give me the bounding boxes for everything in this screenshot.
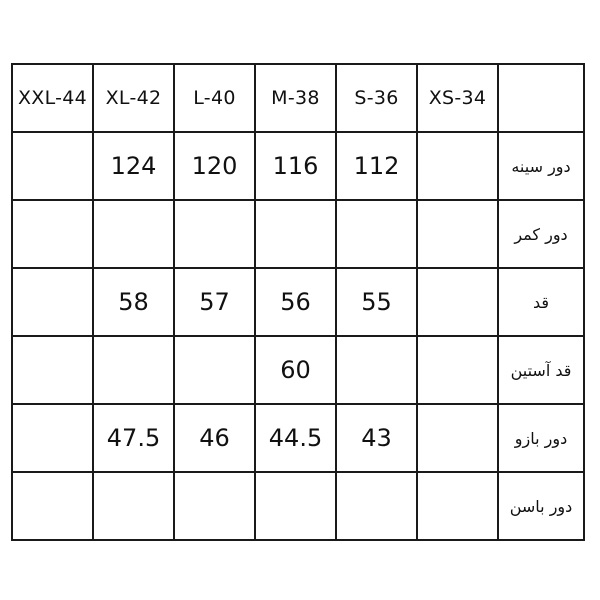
cell-chest-xl: 124 bbox=[93, 132, 174, 200]
cell-arm-l: 46 bbox=[174, 404, 255, 472]
cell-waist-xl bbox=[93, 200, 174, 268]
cell-hip-xl bbox=[93, 472, 174, 540]
header-cell-l: L-40 bbox=[174, 64, 255, 132]
header-cell-s: S-36 bbox=[336, 64, 417, 132]
cell-sleeve-xs bbox=[417, 336, 498, 404]
table-row-chest bbox=[12, 132, 584, 200]
row-label-waist: دور کمر bbox=[498, 200, 584, 268]
cell-hip-xxl bbox=[12, 472, 93, 540]
row-label-chest: دور سینه bbox=[498, 132, 584, 200]
cell-arm-s: 43 bbox=[336, 404, 417, 472]
cell-waist-xs bbox=[417, 200, 498, 268]
header-cell-corner bbox=[498, 64, 584, 132]
row-label-length: قد bbox=[498, 268, 584, 336]
cell-chest-l: 120 bbox=[174, 132, 255, 200]
table-header-row bbox=[12, 64, 584, 132]
table-row-sleeve-length bbox=[12, 336, 584, 404]
table-row-arm bbox=[12, 404, 584, 472]
cell-arm-m: 44.5 bbox=[255, 404, 336, 472]
cell-hip-l bbox=[174, 472, 255, 540]
cell-waist-l bbox=[174, 200, 255, 268]
cell-hip-s bbox=[336, 472, 417, 540]
header-cell-xl: XL-42 bbox=[93, 64, 174, 132]
cell-sleeve-s bbox=[336, 336, 417, 404]
row-label-hip: دور باسن bbox=[498, 472, 584, 540]
table-row-waist bbox=[12, 200, 584, 268]
table-row-hip bbox=[12, 472, 584, 540]
cell-length-m: 56 bbox=[255, 268, 336, 336]
cell-sleeve-m: 60 bbox=[255, 336, 336, 404]
cell-chest-xxl bbox=[12, 132, 93, 200]
table-row-length bbox=[12, 268, 584, 336]
cell-length-l: 57 bbox=[174, 268, 255, 336]
cell-waist-m bbox=[255, 200, 336, 268]
cell-arm-xxl bbox=[12, 404, 93, 472]
cell-chest-s: 112 bbox=[336, 132, 417, 200]
cell-chest-xs bbox=[417, 132, 498, 200]
cell-arm-xl: 47.5 bbox=[93, 404, 174, 472]
cell-waist-s bbox=[336, 200, 417, 268]
size-chart-table bbox=[11, 63, 585, 541]
cell-arm-xs bbox=[417, 404, 498, 472]
header-cell-xxl: XXL-44 bbox=[12, 64, 93, 132]
cell-length-s: 55 bbox=[336, 268, 417, 336]
row-label-sleeve-length: قد آستین bbox=[498, 336, 584, 404]
cell-length-xl: 58 bbox=[93, 268, 174, 336]
row-label-arm: دور بازو bbox=[498, 404, 584, 472]
cell-sleeve-xl bbox=[93, 336, 174, 404]
header-cell-m: M-38 bbox=[255, 64, 336, 132]
cell-hip-m bbox=[255, 472, 336, 540]
cell-chest-m: 116 bbox=[255, 132, 336, 200]
header-cell-xs: XS-34 bbox=[417, 64, 498, 132]
cell-sleeve-xxl bbox=[12, 336, 93, 404]
cell-sleeve-l bbox=[174, 336, 255, 404]
cell-length-xs bbox=[417, 268, 498, 336]
cell-waist-xxl bbox=[12, 200, 93, 268]
cell-length-xxl bbox=[12, 268, 93, 336]
cell-hip-xs bbox=[417, 472, 498, 540]
